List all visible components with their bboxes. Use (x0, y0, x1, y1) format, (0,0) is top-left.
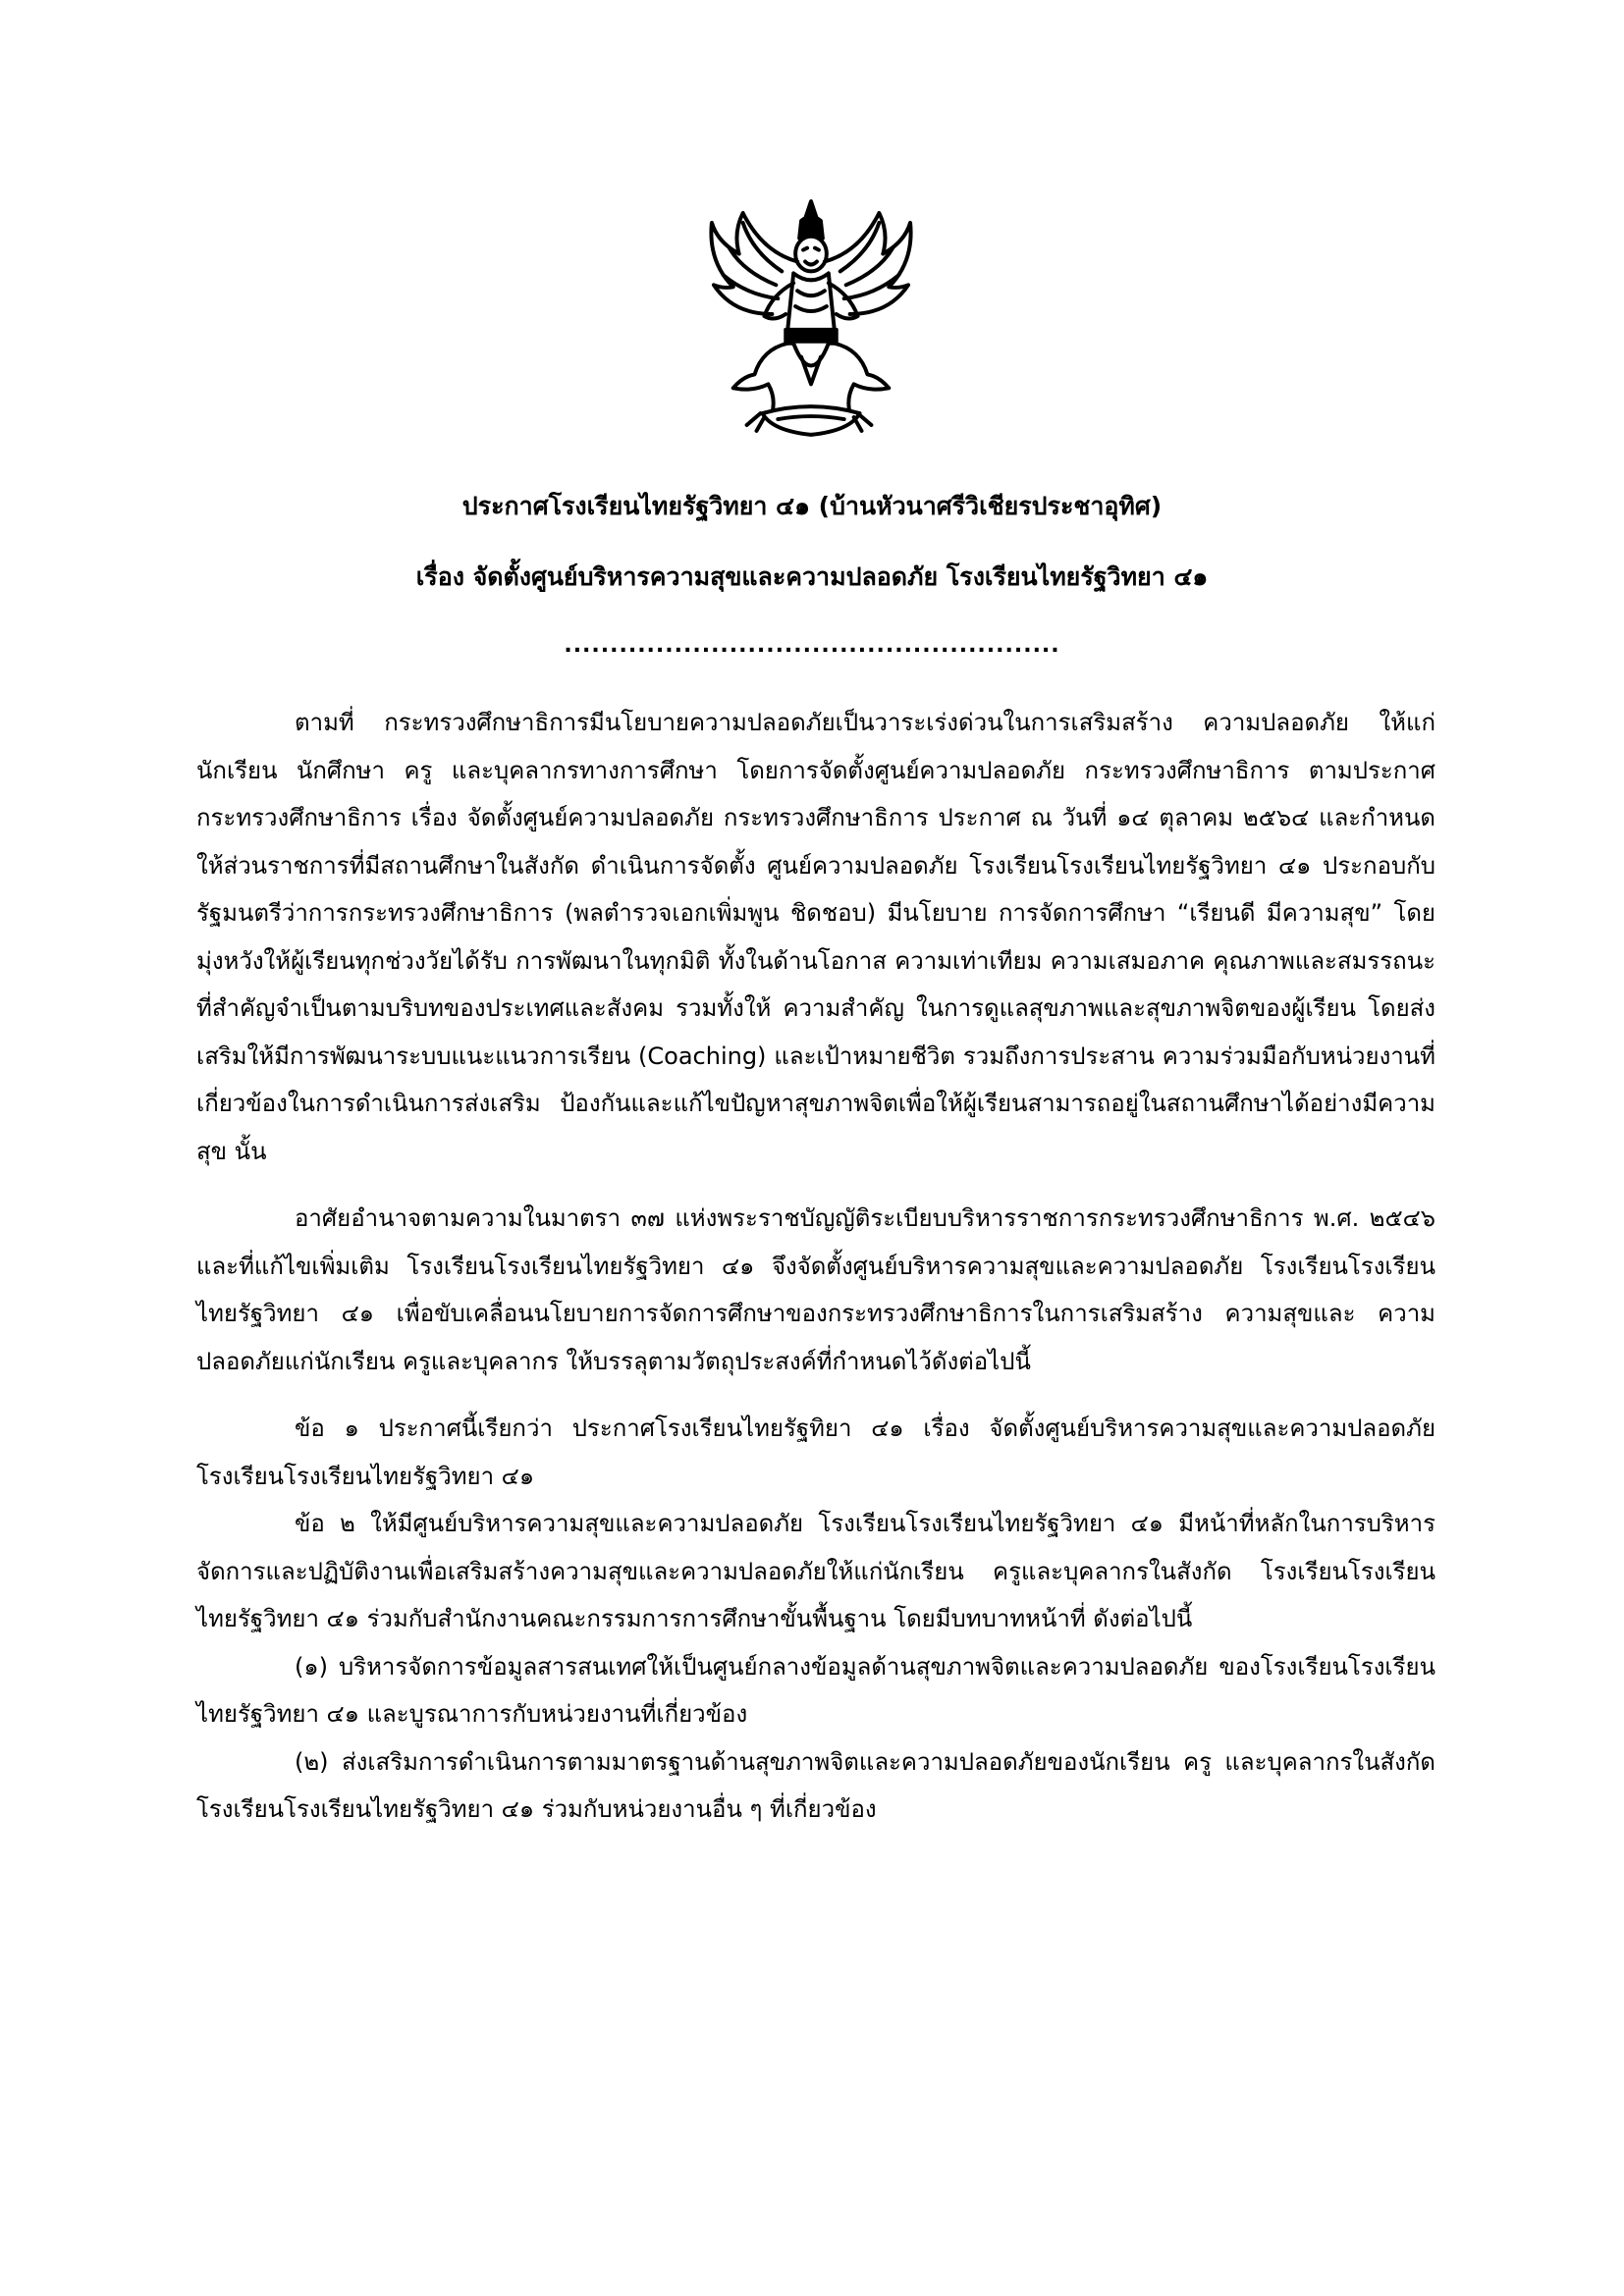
paragraph-clause-1: ข้อ ๑ ประกาศนี้เรียกว่า ประกาศโรงเรียนไทยรัฐทิยา ๔๑ เรื่อง จัดตั้งศูนย์บริหารความสุขและความปลอดภัย โรงเรียนโรงเรียนไทยรัฐวิทยา ๔๑ (196, 1415, 1435, 1490)
paragraph-duty-2: (๒) ส่งเสริมการดำเนินการตามมาตรฐานด้านสุขภาพจิตและความปลอดภัยของนักเรียน ครู และบุคลากรในสังกัดโรงเรียนโรงเรียนไทยรัฐวิทยา ๔๑ ร่วมกับหน่วยงานอื่น ๆ ที่เกี่ยวข้อง (196, 1747, 1435, 1823)
paragraph-authority: อาศัยอำนาจตามความในมาตรา ๓๗ แห่งพระราชบัญญัติระเบียบบริหารราชการกระทรวงศึกษาธิการ พ.ศ. ๒๕๔๖ และที่แก้ไขเพิ่มเติม โรงเรียนโรงเรียนไทยรัฐวิทยา ๔๑ จึงจัดตั้งศูนย์บริหารความสุขและความปลอดภัย โรงเรียนโรงเรียนไทยรัฐวิทยา ๔๑ เพื่อขับเคลื่อนนโยบายการจัดการศึกษาของกระทรวงศึกษาธิการในการเสริมสร้าง ความสุขและ ความปลอดภัยแก่นักเรียน ครูและบุคลากร ให้บรรลุตามวัตถุประสงค์ที่กำหนดไว้ดังต่อไปนี้ (196, 1204, 1435, 1375)
paragraph-clause-2: ข้อ ๒ ให้มีศูนย์บริหารความสุขและความปลอดภัย โรงเรียนโรงเรียนไทยรัฐวิทยา ๔๑ มีหน้าที่หลักในการบริหาร จัดการและปฏิบัติงานเพื่อเสริมสร้างความสุขและความปลอดภัยให้แก่นักเรียน ครูและบุคลากรในสังกัด โรงเรียนโรงเรียนไทยรัฐวิทยา ๔๑ ร่วมกับสำนักงานคณะกรรมการการศึกษาขั้นพื้นฐาน โดยมีบทบาทหน้าที่ ดังต่อไปนี้ (196, 1510, 1435, 1632)
paragraph-preamble: ตามที่ กระทรวงศึกษาธิการมีนโยบายความปลอดภัยเป็นวาระเร่งด่วนในการเสริมสร้าง ความปลอดภัย ให้แก่ นักเรียน นักศึกษา ครู และบุคลากรทางการศึกษา โดยการจัดตั้งศูนย์ความปลอดภัย กระทรวงศึกษาธิการ ตามประกาศ กระทรวงศึกษาธิการ เรื่อง จัดตั้งศูนย์ความปลอดภัย กระทรวงศึกษาธิการ ประกาศ ณ วันที่ ๑๔ ตุลาคม ๒๕๖๔ และกำหนดให้ส่วนราชการที่มีสถานศึกษาในสังกัด ดำเนินการจัดตั้ง ศูนย์ความปลอดภัย โรงเรียนโรงเรียนไทยรัฐวิทยา ๔๑ ประกอบกับ รัฐมนตรีว่าการกระทรวงศึกษาธิการ (พลตำรวจเอกเพิ่มพูน ชิดชอบ) มีนโยบาย การจัดการศึกษา “เรียนดี มีความสุข” โดยมุ่งหวังให้ผู้เรียนทุกช่วงวัยได้รับ การพัฒนาในทุกมิติ ทั้งในด้านโอกาส ความเท่าเทียม ความเสมอภาค คุณภาพและสมรรถนะที่สำคัญจำเป็นตามบริบทของประเทศและสังคม รวมทั้งให้ ความสำคัญ ในการดูแลสุขภาพและสุขภาพจิตของผู้เรียน โดยส่งเสริมให้มีการพัฒนาระบบแนะแนวการเรียน (Coaching) และเป้าหมายชีวิต รวมถึงการประสาน ความร่วมมือกับหน่วยงานที่เกี่ยวข้องในการดำเนินการส่งเสริม ป้องกันและแก้ไขปัญหาสุขภาพจิตเพื่อให้ผู้เรียนสามารถอยู่ในสถานศึกษาได้อย่างมีความสุข นั้น (196, 709, 1436, 1165)
title-separator: ...................................................... (564, 633, 1060, 658)
document-title-line-2: เรื่อง จัดตั้งศูนย์บริหารความสุขและความปลอดภัย โรงเรียนไทยรัฐวิทยา ๔๑ (415, 562, 1209, 591)
paragraph-duty-1: (๑) บริหารจัดการข้อมูลสารสนเทศให้เป็นศูนย์กลางข้อมูลด้านสุขภาพจิตและความปลอดภัย ของโรงเรียนโรงเรียนไทยรัฐวิทยา ๔๑ และบูรณาการกับหน่วยงานที่เกี่ยวข้อง (196, 1652, 1435, 1728)
garuda-emblem-icon (704, 192, 918, 440)
document-title-line-1: ประกาศโรงเรียนไทยรัฐวิทยา ๔๑ (บ้านหัวนาศรีวิเชียรประชาอุทิศ) (461, 492, 1163, 520)
document-body (196, 699, 1435, 1834)
